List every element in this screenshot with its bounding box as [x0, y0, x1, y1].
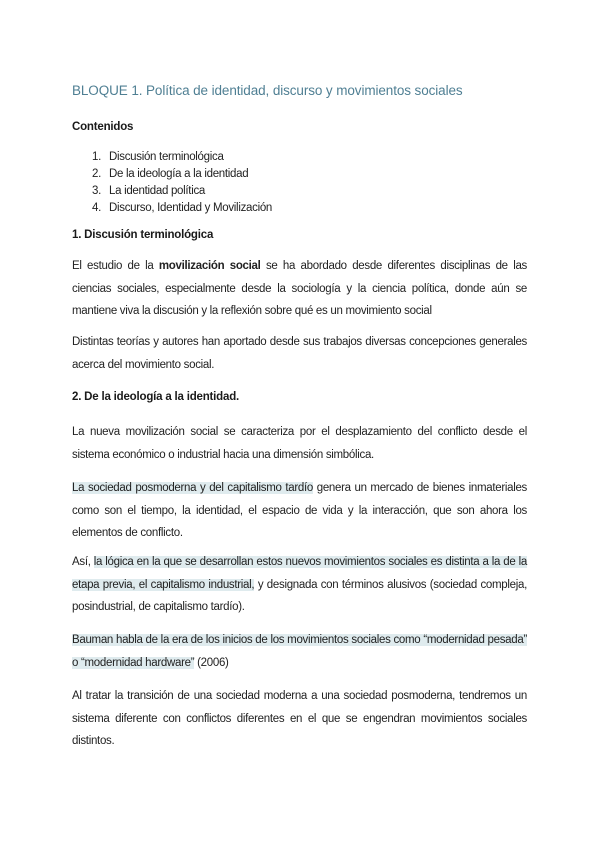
key-term: movilización social [158, 260, 261, 272]
contents-title: Contenidos [72, 121, 134, 133]
section-2-paragraph-5: Al tratar la transición de una sociedad moderna a una sociedad posmoderna, tendremos un sistema diferente con conflictos diferentes en el que se engendran movimientos sociales distintos. [72, 690, 527, 747]
section-2-paragraph-3: Así, la lógica en la que se desarrollan estos nuevos movimientos sociales es distinta a la de la etapa previa, el capitalismo industrial, y designada con términos alusivos (sociedad compleja, posindustrial, de capitalismo tardío). [72, 556, 527, 613]
toc-item-label: Discurso, Identidad y Movilización [109, 202, 273, 214]
toc-item: 3. La identidad política [92, 185, 205, 197]
highlighted-text: la lógica en la que se desarrollan estos nuevos movimientos sociales es distinta a la de la etapa previa, el capitalismo industrial, [72, 556, 527, 591]
section-1-paragraph-2: Distintas teorías y autores han aportado desde sus trabajos diversas concepciones generales acerca del movimiento social. [72, 336, 527, 371]
toc-item-label: De la ideología a la identidad [109, 168, 249, 180]
toc-item: 1. Discusión terminológica [92, 151, 224, 163]
toc-item-label: La identidad política [109, 185, 205, 197]
toc-item: 4. Discurso, Identidad y Movilización [92, 202, 273, 214]
section-2-paragraph-1: La nueva movilización social se caracteriza por el desplazamiento del conflicto desde el sistema económico o industrial hacia una dimensión simbólica. [72, 426, 527, 461]
table-of-contents [92, 149, 272, 217]
toc-item: 2. De la ideología a la identidad [92, 168, 249, 180]
toc-item-label: Discusión terminológica [109, 151, 224, 163]
section-2-paragraph-2: La sociedad posmoderna y del capitalismo tardío genera un mercado de bienes inmateriales como son el tiempo, la identidad, el espacio de vida y la interacción, que son ahora los elementos de conflicto. [72, 482, 527, 539]
section-2-paragraph-4: Bauman habla de la era de los inicios de los movimientos sociales como “modernidad pesada” o “modernidad hardware” (2006) [72, 634, 527, 669]
highlighted-text: Bauman habla de la era de los inicios de los movimientos sociales como “modernidad pesada” o “modernidad hardware” [72, 634, 527, 669]
section-1-heading: 1. Discusión terminológica [72, 229, 214, 241]
highlighted-text: La sociedad posmoderna y del capitalismo tardío [72, 482, 313, 494]
section-2-heading: 2. De la ideología a la identidad. [72, 391, 240, 403]
block-title: BLOQUE 1. Política de identidad, discurso y movimientos sociales [72, 83, 463, 98]
section-1-paragraph-1: El estudio de la movilización social se ha abordado desde diferentes disciplinas de las ciencias sociales, especialmente desde la sociología y la ciencia política, donde aún se mantiene viva la discusión y la reflexión sobre qué es un movimiento social [72, 260, 527, 317]
